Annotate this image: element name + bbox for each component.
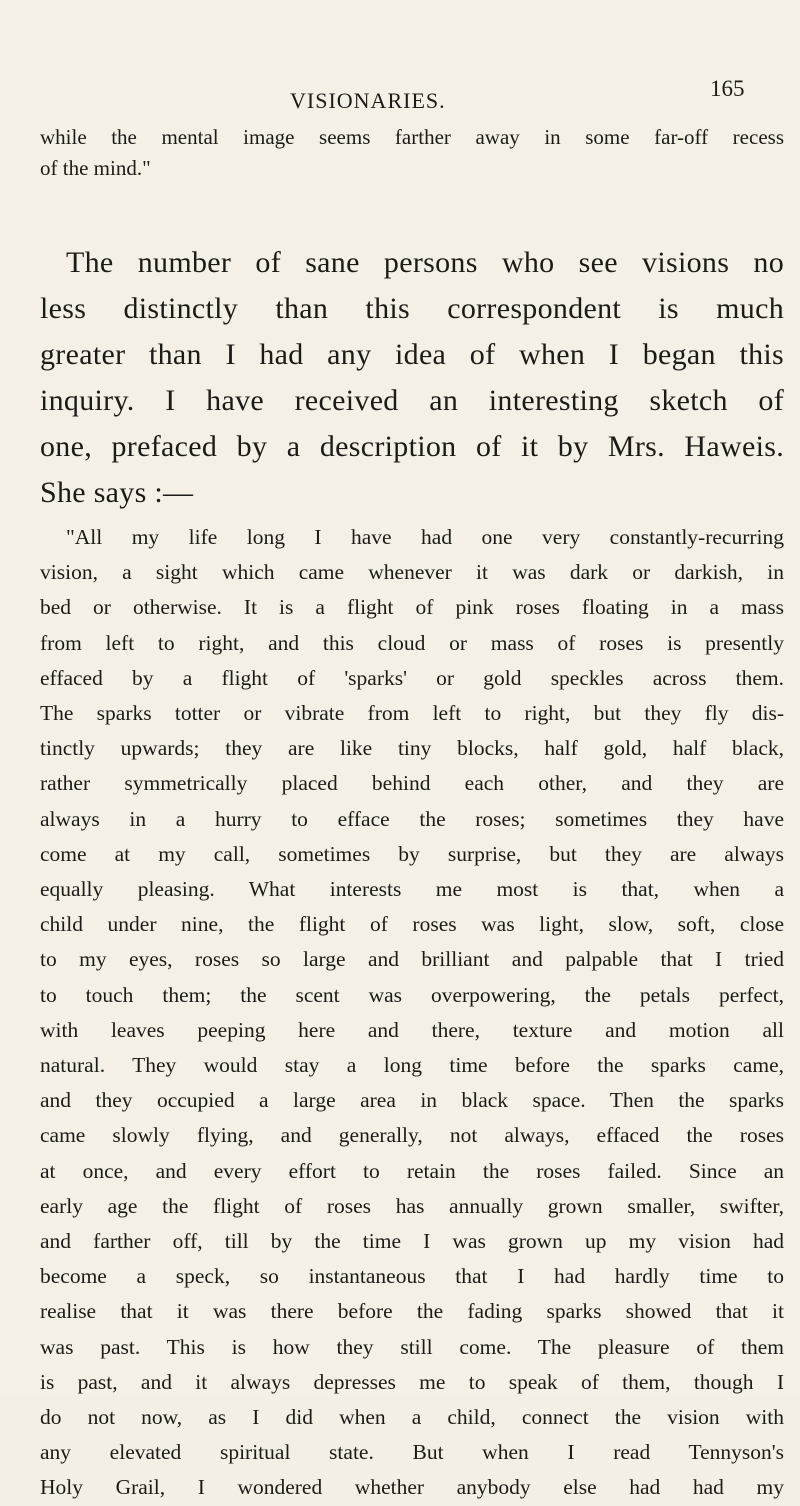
- text-line: of the mind.": [40, 156, 151, 180]
- running-title: VISIONARIES.: [290, 88, 446, 113]
- text-line: realise that it was there before the fading sparks showed that it: [40, 1299, 784, 1324]
- text-line: less distinctly than this correspondent is much: [40, 292, 784, 325]
- text-line: do not now, as I did when a child, connect the vision with: [40, 1405, 784, 1430]
- text-line: equally pleasing. What interests me most is that, when a: [40, 877, 784, 902]
- text-line: and farther off, till by the time I was grown up my vision had: [40, 1229, 784, 1254]
- text-line: one, prefaced by a description of it by Mrs. Haweis.: [40, 430, 784, 463]
- text-line: become a speck, so instantaneous that I had hardly time to: [40, 1264, 784, 1289]
- text-line: early age the flight of roses has annually grown smaller, swifter,: [40, 1193, 784, 1218]
- page-number: 165: [710, 76, 745, 101]
- text-line: always in a hurry to efface the roses; sometimes they have: [40, 806, 784, 831]
- text-line: "All my life long I have had one very constantly-recurring: [66, 525, 784, 549]
- text-line: Holy Grail, I wondered whether anybody else had had my: [40, 1475, 784, 1500]
- running-head: [0, 76, 800, 118]
- text-line: She says :—: [40, 476, 194, 509]
- text-line: from left to right, and this cloud or mass of roses is presently: [40, 630, 784, 655]
- text-line: come at my call, sometimes by surprise, but they are always: [40, 841, 784, 866]
- text-line: at once, and every effort to retain the roses failed. Since an: [40, 1158, 784, 1183]
- text-line: is past, and it always depresses me to speak of them, though I: [40, 1369, 784, 1394]
- quote-continuation: [40, 122, 784, 184]
- text-line: bed or otherwise. It is a flight of pink roses floating in a mass: [40, 595, 784, 620]
- text-line: any elevated spiritual state. But when I read Tennyson's: [40, 1440, 784, 1465]
- text-line: rather symmetrically placed behind each other, and they are: [40, 771, 784, 796]
- main-paragraph: [40, 240, 784, 516]
- text-line: The sparks totter or vibrate from left to right, but they fly dis-: [40, 701, 784, 726]
- text-line: The number of sane persons who see visions no: [66, 246, 784, 279]
- text-line: to my eyes, roses so large and brilliant and palpable that I tried: [40, 947, 784, 972]
- quoted-letter: [40, 520, 784, 1506]
- text-line: came slowly flying, and generally, not always, effaced the roses: [40, 1123, 784, 1148]
- text-line: and they occupied a large area in black space. Then the sparks: [40, 1088, 784, 1113]
- text-line: greater than I had any idea of when I began this: [40, 338, 784, 371]
- text-line: while the mental image seems farther away in some far-off recess: [40, 125, 784, 149]
- text-line: tinctly upwards; they are like tiny blocks, half gold, half black,: [40, 736, 784, 761]
- text-line: vision, a sight which came whenever it was dark or darkish, in: [40, 560, 784, 585]
- text-line: effaced by a flight of 'sparks' or gold speckles across them.: [40, 665, 784, 690]
- text-line: was past. This is how they still come. The pleasure of them: [40, 1334, 784, 1359]
- text-line: with leaves peeping here and there, texture and motion all: [40, 1017, 784, 1042]
- text-line: natural. They would stay a long time before the sparks came,: [40, 1053, 784, 1078]
- text-line: inquiry. I have received an interesting sketch of: [40, 384, 784, 417]
- text-line: to touch them; the scent was overpowering, the petals perfect,: [40, 982, 784, 1007]
- text-line: child under nine, the flight of roses was light, slow, soft, close: [40, 912, 784, 937]
